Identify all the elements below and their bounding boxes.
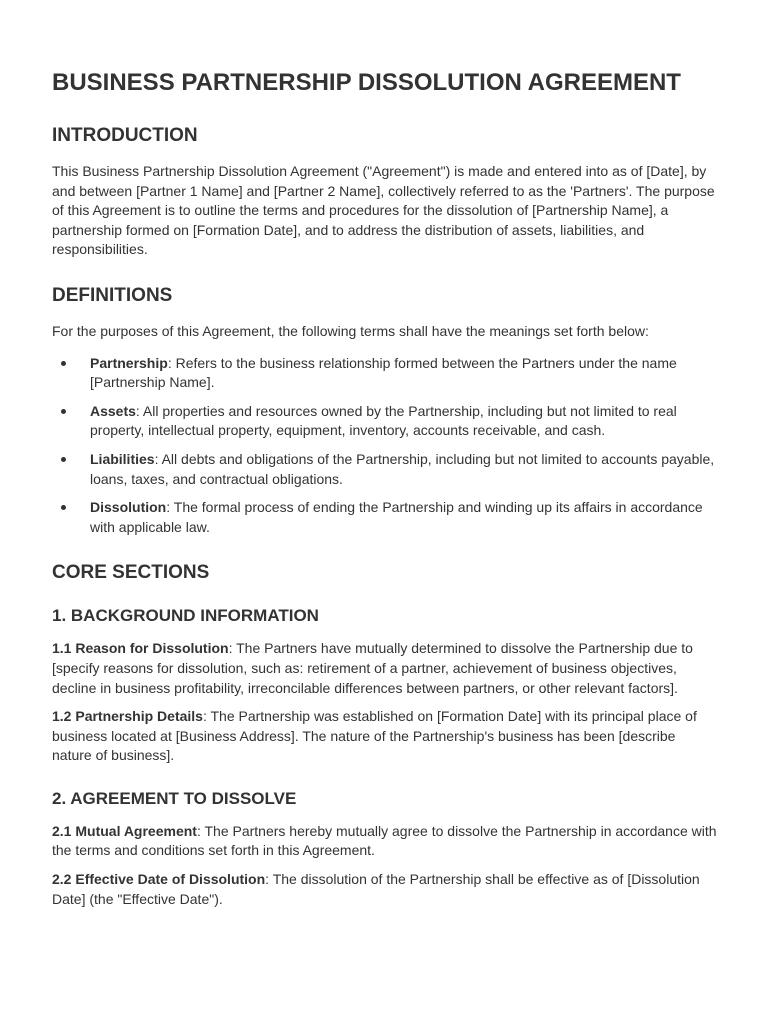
definition-item bbox=[52, 498, 718, 537]
background-section bbox=[52, 605, 718, 766]
core-sections-heading: CORE SECTIONS bbox=[52, 562, 210, 584]
definition-term: Partnership bbox=[90, 354, 168, 371]
clause-text: : The Partners hereby mutually agree to dissolve the Partnership in accordance with the terms and conditions set forth in this Agreement. bbox=[52, 822, 717, 859]
definition-item bbox=[52, 354, 718, 393]
bullet-icon bbox=[61, 505, 66, 510]
clause-1-1 bbox=[52, 639, 718, 698]
clause-term: 2.2 Effective Date of Dissolution bbox=[52, 871, 266, 888]
introduction-heading: INTRODUCTION bbox=[52, 125, 198, 146]
bullet-icon bbox=[61, 457, 66, 462]
clause-term: 1.2 Partnership Details bbox=[52, 708, 203, 725]
introduction-section bbox=[52, 124, 718, 260]
clause-text: : The Partners have mutually determined to dissolve the Partnership due to [specify reasons for dissolution, such as: retirement of a partner, achievement of business objectives, decline in business profitability, irreconcilable differences between partners, or other relevant factors]. bbox=[52, 640, 693, 696]
clause-term: 1.1 Reason for Dissolution bbox=[52, 640, 229, 657]
clause-2-1 bbox=[52, 822, 718, 861]
introduction-text: This Business Partnership Dissolution Agreement ("Agreement") is made and entered into as of [Date], by and between [Partner 1 Name] and [Partner 2 Name], collectively referred to as the 'Partners'. The purpose of this Agreement is to outline the terms and procedures for the dissolution of [Partnership Name], a partnership formed on [Formation Date], and to address the distribution of assets, liabilities, and responsibilities. bbox=[52, 163, 715, 258]
clause-1-2 bbox=[52, 707, 718, 766]
definition-text: : Refers to the business relationship formed between the Partners under the name [Partnership Name]. bbox=[90, 354, 677, 391]
clause-2-2 bbox=[52, 870, 718, 909]
definitions-section bbox=[52, 284, 718, 537]
background-heading: 1. BACKGROUND INFORMATION bbox=[52, 606, 319, 626]
clause-term: 2.1 Mutual Agreement bbox=[52, 822, 197, 839]
definition-item bbox=[52, 402, 718, 441]
document-title: BUSINESS PARTNERSHIP DISSOLUTION AGREEMENT bbox=[52, 69, 681, 96]
definitions-intro: For the purposes of this Agreement, the following terms shall have the meanings set forth below: bbox=[52, 322, 649, 339]
agreement-section bbox=[52, 788, 718, 909]
agreement-heading: 2. AGREEMENT TO DISSOLVE bbox=[52, 788, 297, 808]
definition-text: : The formal process of ending the Partnership and winding up its affairs in accordance with applicable law. bbox=[90, 499, 703, 535]
definition-term: Assets bbox=[90, 402, 136, 419]
bullet-icon bbox=[61, 409, 66, 414]
core-sections bbox=[52, 561, 718, 585]
definitions-heading: DEFINITIONS bbox=[52, 284, 173, 306]
definitions-list bbox=[52, 354, 718, 538]
definition-text: : All debts and obligations of the Partnership, including but not limited to accounts payable, loans, taxes, and contractual obligations. bbox=[90, 450, 715, 487]
definition-text: : All properties and resources owned by the Partnership, including but not limited to real property, intellectual property, equipment, inventory, accounts receivable, and cash. bbox=[90, 402, 677, 439]
bullet-icon bbox=[61, 361, 66, 366]
clause-text: : The Partnership was established on [Formation Date] with its principal place of business located at [Business Address]. The nature of the Partnership's business has been [describe nature of business]. bbox=[52, 708, 697, 764]
definition-item bbox=[52, 450, 718, 489]
clause-text: : The dissolution of the Partnership shall be effective as of [Dissolution Date] (the "Effective Date"). bbox=[52, 871, 700, 907]
definition-term: Dissolution bbox=[90, 499, 167, 516]
definition-term: Liabilities bbox=[90, 450, 155, 467]
